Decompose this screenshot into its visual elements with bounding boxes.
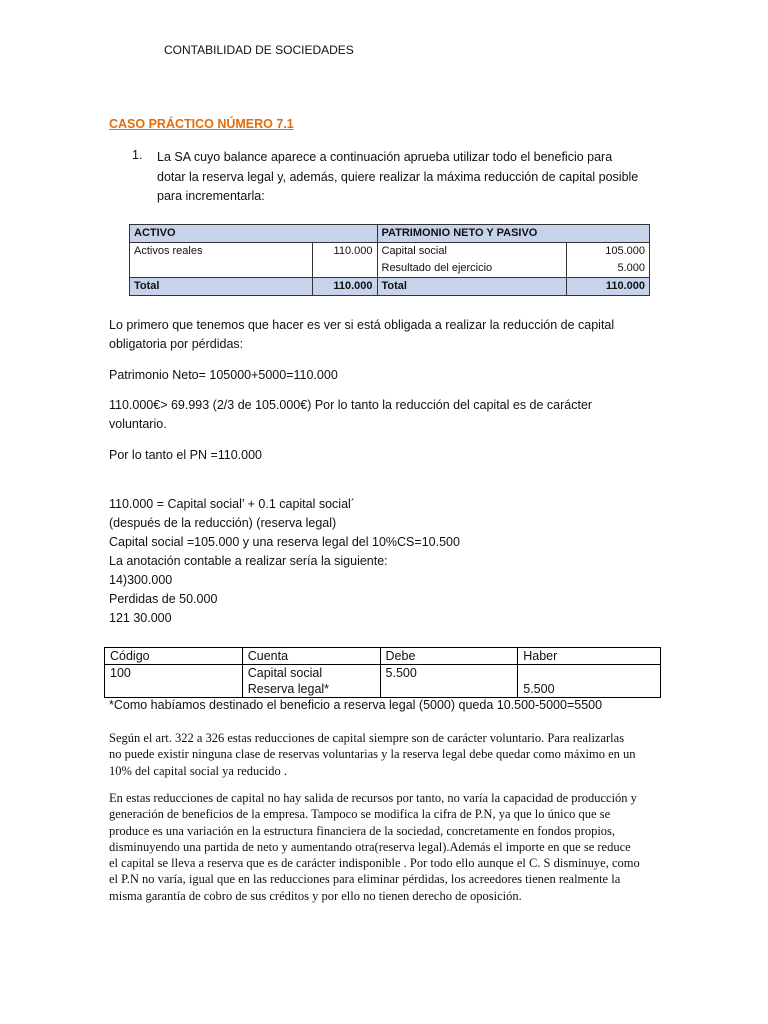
item-number: 1. <box>132 148 143 162</box>
balance-header-row <box>130 225 650 243</box>
text-line: Por lo tanto el PN =110.000 <box>109 448 262 462</box>
balance-cell: Activos reales <box>130 243 313 261</box>
item-statement <box>157 148 667 207</box>
paragraph <box>109 790 655 904</box>
paragraph-line: el capital se lleva a reserva que es de carácter indisponible . Por todo ello aunque el C. S disminuye, como <box>109 856 640 871</box>
journal-account: Capital social <box>247 666 323 680</box>
paragraph-line: 10% del capital social ya reducido . <box>109 763 288 778</box>
statement-line: dotar la reserva legal y, además, quiere realizar la máxima reducción de capital posible <box>157 169 639 184</box>
text-line: Capital social =105.000 y una reserva legal del 10%CS=10.500 <box>109 535 460 549</box>
balance-total-row <box>130 278 650 296</box>
footnote: *Como habíamos destinado el beneficio a reserva legal (5000) queda 10.500-5000=5500 <box>109 698 603 712</box>
journal-haber: 5.500 <box>523 682 555 696</box>
journal-debe: 5.500 <box>380 665 518 698</box>
journal-table <box>104 647 661 698</box>
balance-cell: 110.000 <box>312 243 377 261</box>
text-line: 110.000€> 69.993 (2/3 de 105.000€) Por lo tanto la reducción del capital es de carácter <box>109 398 593 412</box>
balance-cell <box>130 260 313 278</box>
case-title: CASO PRÁCTICO NÚMERO 7.1 <box>109 117 294 131</box>
total-value: 110.000 <box>312 278 377 296</box>
journal-accounts <box>242 665 380 698</box>
journal-header: Cuenta <box>242 648 380 665</box>
paragraph-line: generación de beneficios de la empresa. Tampoco se modifica la cifra de P.N, ya que lo único que se <box>109 807 611 822</box>
journal-header-row <box>105 648 661 665</box>
balance-row <box>130 243 650 261</box>
text-line: Patrimonio Neto= 105000+5000=110.000 <box>109 368 338 382</box>
total-label: Total <box>130 278 313 296</box>
balance-cell: 5.000 <box>567 260 650 278</box>
text-line: obligatoria por pérdidas: <box>109 337 244 351</box>
journal-account: Reserva legal* <box>247 682 330 696</box>
statement-line: La SA cuyo balance aparece a continuación aprueba utilizar todo el beneficio para <box>157 150 613 164</box>
balance-cell <box>312 260 377 278</box>
balance-table <box>129 224 650 296</box>
text-line: La anotación contable a realizar sería la siguiente: <box>109 554 388 568</box>
journal-header: Debe <box>380 648 518 665</box>
header-activo: ACTIVO <box>130 225 378 243</box>
header-patrimonio: PATRIMONIO NETO Y PASIVO <box>377 225 650 243</box>
journal-header: Haber <box>518 648 661 665</box>
text-line: voluntario. <box>109 417 167 431</box>
document-header: CONTABILIDAD DE SOCIEDADES <box>164 43 354 57</box>
balance-row <box>130 260 650 278</box>
paragraph-line: Según el art. 322 a 326 estas reducciones de capital siempre son de carácter voluntario. Para realizarlas <box>109 731 625 745</box>
paragraph-line: disminuyendo una partida de neto y aumentando otra(reserva legal).Además el importe en que se reduce <box>109 839 631 854</box>
text-line: 121 30.000 <box>109 611 172 625</box>
balance-cell: 105.000 <box>567 243 650 261</box>
balance-cell: Capital social <box>377 243 567 261</box>
paragraph-line: produce es una variación en la estructura financiera de la sociedad, concretamente en fondos propios, <box>109 823 616 838</box>
total-label: Total <box>377 278 567 296</box>
paragraph-line: el P.N no varía, igual que en las reducciones para eliminar pérdidas, los acreedores tienen realmente la <box>109 872 621 887</box>
journal-haber-cell <box>518 665 661 698</box>
journal-row <box>105 665 661 698</box>
text-line: (después de la reducción) (reserva legal) <box>109 516 337 530</box>
total-value: 110.000 <box>567 278 650 296</box>
text-line: Perdidas de 50.000 <box>109 592 218 606</box>
journal-header: Código <box>105 648 243 665</box>
balance-cell: Resultado del ejercicio <box>377 260 567 278</box>
statement-line: para incrementarla: <box>157 189 265 203</box>
text-line: 14)300.000 <box>109 573 173 587</box>
paragraph-line: misma garantía de cobro de sus créditos y por ello no tienen derecho de oposición. <box>109 888 522 903</box>
paragraph-line: En estas reducciones de capital no hay salida de recursos por tanto, no varía la capacidad de producción y <box>109 791 637 805</box>
text-line: Lo primero que tenemos que hacer es ver si está obligada a realizar la reducción de capital <box>109 318 615 332</box>
text-line: 110.000 = Capital social’ + 0.1 capital social´ <box>109 497 355 511</box>
paragraph-line: no puede existir ninguna clase de reservas voluntarias y la reserva legal debe quedar como máximo en un <box>109 747 636 762</box>
journal-code: 100 <box>105 665 243 698</box>
paragraph <box>109 730 655 779</box>
